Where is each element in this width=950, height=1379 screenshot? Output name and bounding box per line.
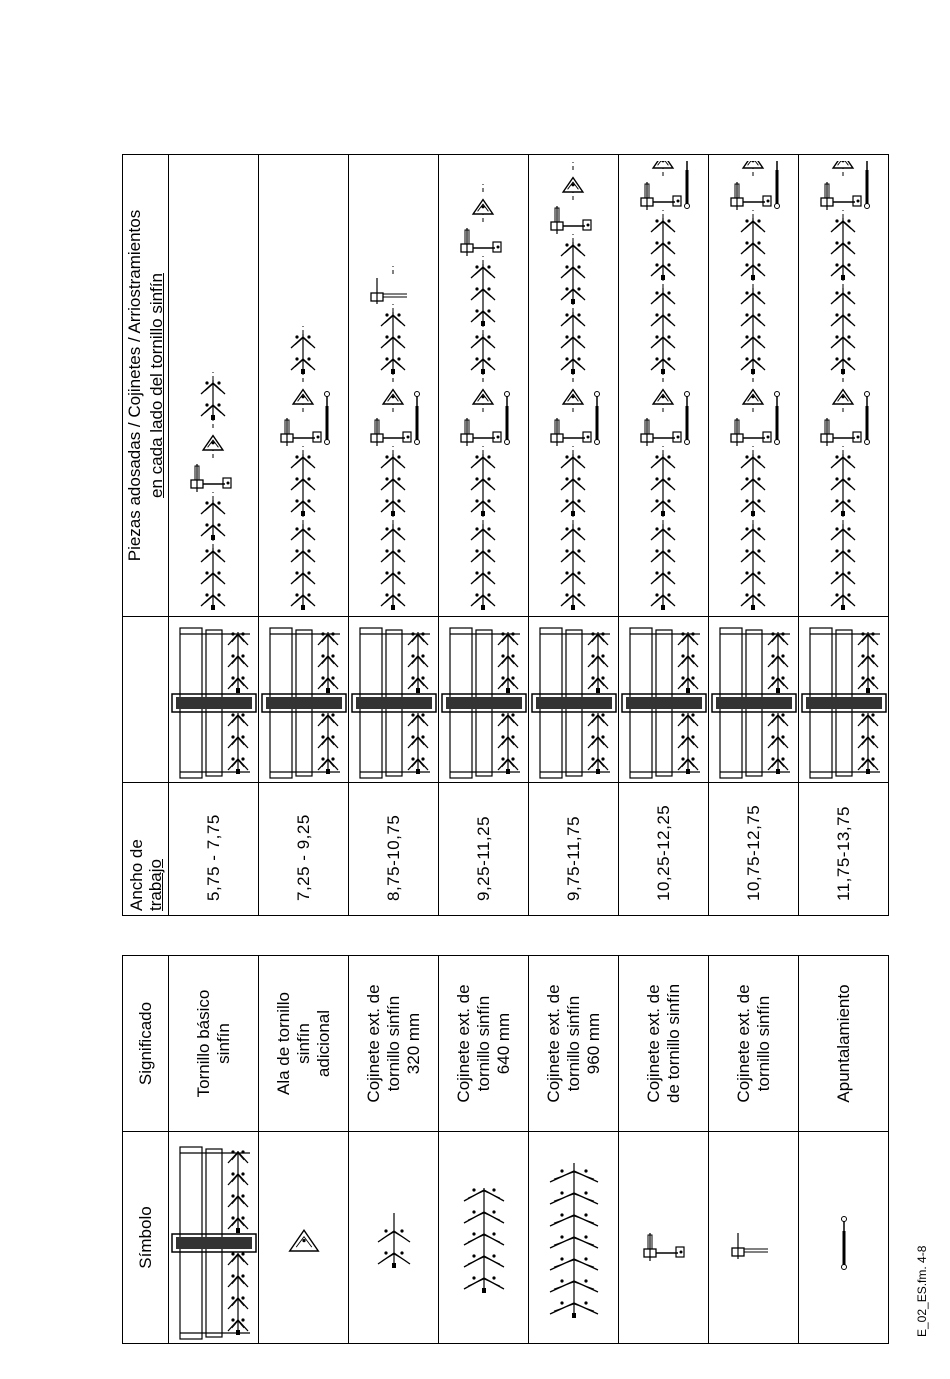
strut-part [774,392,779,445]
wing-part [203,436,223,450]
parts-diagram [711,161,797,616]
meaning-cell [259,956,349,1132]
meaning-line: tornillo sinfín [473,995,493,1092]
a320-part [471,334,495,374]
wing-part [743,390,763,404]
meaning-line: tornillo sinfín [383,995,403,1092]
machine-icon [531,622,617,782]
bearA-part [551,418,591,446]
basic-auger-icon [171,1138,257,1343]
bearA-part [551,206,591,234]
meaning-line: tornillo sinfín [753,995,773,1092]
a640-part [561,242,585,304]
header-picture [123,617,169,783]
machine-icon [171,622,257,782]
bearA-part [641,182,681,210]
wing-part [563,178,583,192]
width-row [349,155,439,916]
parts-cell [439,155,529,617]
wing-part [833,161,853,168]
strut-part [864,161,869,209]
header-width-line1: Ancho de [126,839,146,911]
width-row [709,155,799,916]
meaning-line: Tornillo básico [193,989,213,1098]
meaning-cell [619,956,709,1132]
a640-part [831,454,855,516]
symbol-cell [259,1132,349,1344]
meaning-cell [349,956,439,1132]
wing-part [653,161,673,168]
a320-part [201,500,225,540]
bearing-b-icon [711,1138,797,1343]
a320-part [291,334,315,374]
auger-640-icon [441,1138,527,1343]
wing-part [473,200,493,214]
symbol-row [439,956,529,1344]
wing-part [293,390,313,404]
header-parts-line2: en cada lado del tornillo sinfín [146,273,166,498]
symbol-row [619,956,709,1344]
symbol-row [259,956,349,1344]
symbol-cell [709,1132,799,1344]
parts-diagram [531,161,617,616]
auger-320-icon [351,1138,437,1343]
meaning-line: Cojinete ext. de [643,984,663,1103]
meaning-line: tornillo sinfín [563,995,583,1092]
wing-part [833,390,853,404]
strut-part [504,392,509,445]
width-row [619,155,709,916]
strut-part [684,161,689,209]
a640-part [741,454,765,516]
meaning-cell [709,956,799,1132]
width-row [259,155,349,916]
parts-diagram [441,161,527,616]
machine-icon [441,622,527,782]
a960-part [381,524,405,610]
width-value: 5,75 - 7,75 [169,783,259,916]
a960-part [651,524,675,610]
machine-icon [711,622,797,782]
meaning-line: Cojinete ext. de [453,984,473,1103]
bearA-part [731,182,771,210]
meaning-line: sinfín [293,1023,313,1064]
strut-part [774,161,779,209]
machine-cell [709,617,799,783]
parts-diagram [261,161,347,616]
machine-cell [349,617,439,783]
header-width-line2: trabajo [145,859,165,911]
width-row [439,155,529,916]
machine-cell [439,617,529,783]
auger-wing-icon [261,1138,347,1343]
a960-part [831,524,855,610]
a640-part [561,454,585,516]
wing-part [383,390,403,404]
width-row [529,155,619,916]
a960-part [741,524,765,610]
width-value: 9,25-11,25 [439,783,529,916]
meaning-line: Cojinete ext. de [543,984,563,1103]
a640-part [831,218,855,280]
header-symbol: Símbolo [123,1132,169,1344]
strut-part [324,392,329,445]
width-value: 7,25 - 9,25 [259,783,349,916]
machine-icon [801,622,887,782]
a320-part [201,380,225,420]
parts-diagram [171,161,257,616]
bearA-part [191,464,231,492]
a640-part [741,218,765,280]
meaning-line: sinfín [213,1023,233,1064]
machine-icon [621,622,707,782]
bearA-part [821,182,861,210]
meaning-line: Cojinete ext. de [363,984,383,1103]
machine-icon [351,622,437,782]
width-row [799,155,889,916]
wing-part [563,390,583,404]
width-value: 11,75-13,75 [799,783,889,916]
a960-part [741,288,765,374]
symbol-cell [799,1132,889,1344]
width-row [169,155,259,916]
wing-part [473,390,493,404]
a640-part [651,454,675,516]
meaning-line: adicional [313,1009,333,1078]
a960-part [831,288,855,374]
header-parts-line1: Piezas adosadas / Cojinetes / Arriostramientos [124,209,144,562]
meaning-line: Cojinete ext. de [733,984,753,1103]
meaning-line: 640 mm [493,1012,513,1075]
parts-cell [529,155,619,617]
a640-part [471,454,495,516]
machine-cell [169,617,259,783]
bearA-part [641,418,681,446]
parts-diagram [351,161,437,616]
a640-part [291,454,315,516]
header-meaning: Significado [123,956,169,1132]
symbol-cell [439,1132,529,1344]
a640-part [561,312,585,374]
parts-cell [169,155,259,617]
a640-part [381,312,405,374]
a640-part [201,548,225,610]
symbol-cell [169,1132,259,1344]
meaning-line: Ala de tornillo [273,992,293,1096]
wing-part [653,390,673,404]
parts-cell [799,155,889,617]
a640-part [651,218,675,280]
width-value: 8,75-10,75 [349,783,439,916]
parts-diagram [621,161,707,616]
a640-part [471,264,495,326]
parts-cell [259,155,349,617]
bearA-part [461,418,501,446]
bearB-part [371,278,407,304]
width-value: 10,75-12,75 [709,783,799,916]
bearA-part [281,418,321,446]
a960-part [291,524,315,610]
bearA-part [371,418,411,446]
a960-part [561,524,585,610]
auger-960-icon [531,1138,617,1343]
a960-part [651,288,675,374]
symbol-row [709,956,799,1344]
width-value: 9,75-11,75 [529,783,619,916]
footer-text: E_02_ES.fm. 4-8 [915,1245,929,1337]
symbol-cell [349,1132,439,1344]
strut-part [594,392,599,445]
meaning-line: 320 mm [403,1012,423,1075]
header-parts [123,155,169,617]
symbol-cell [529,1132,619,1344]
strut-icon [801,1138,887,1343]
machine-cell [799,617,889,783]
meaning-cell [799,956,889,1132]
bearA-part [461,228,501,256]
header-width [123,783,169,916]
symbol-row [349,956,439,1344]
parts-cell [349,155,439,617]
machine-cell [529,617,619,783]
strut-part [864,392,869,445]
machine-icon [261,622,347,782]
width-value: 10,25-12,25 [619,783,709,916]
wing-part [743,161,763,168]
meaning-line: de tornillo sinfín [663,983,683,1104]
machine-cell [619,617,709,783]
meaning-cell [169,956,259,1132]
symbol-row [169,956,259,1344]
a960-part [471,524,495,610]
meaning-cell [529,956,619,1132]
symbol-cell [619,1132,709,1344]
parts-diagram [801,161,887,616]
strut-part [414,392,419,445]
bearA-part [821,418,861,446]
symbol-row [529,956,619,1344]
a640-part [381,454,405,516]
strut-part [684,392,689,445]
bearing-a-icon [621,1138,707,1343]
meaning-line: 960 mm [583,1012,603,1075]
parts-cell [619,155,709,617]
meaning-line: Apuntalamiento [833,984,853,1103]
machine-cell [259,617,349,783]
symbols-table [122,955,889,1344]
symbol-row [799,956,889,1344]
parts-cell [709,155,799,617]
meaning-cell [439,956,529,1132]
bearA-part [731,418,771,446]
widths-table [122,154,889,916]
